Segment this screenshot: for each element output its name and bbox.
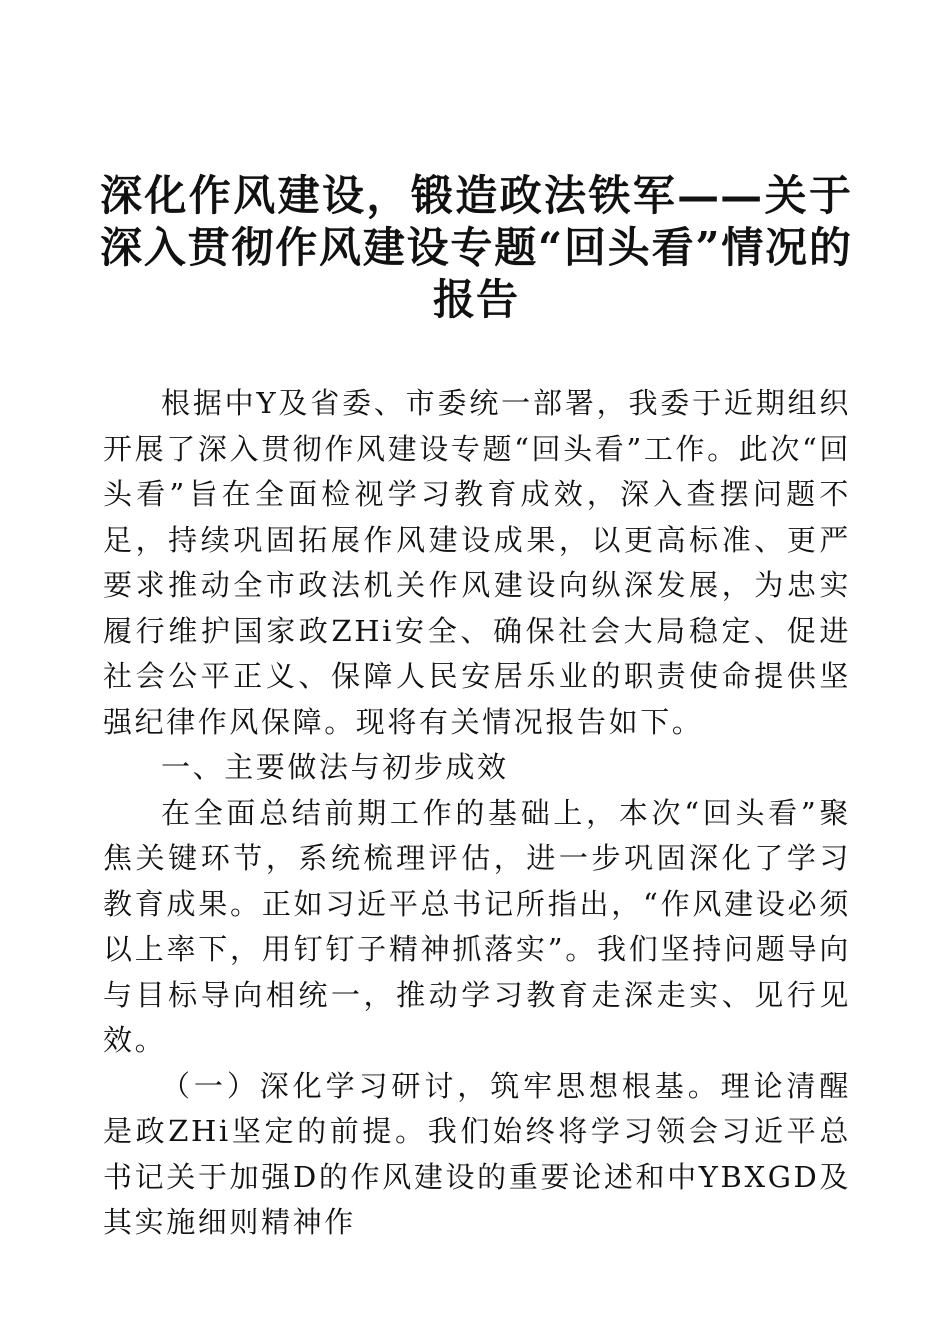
document-title: 深化作风建设，锻造政法铁军——关于深入贯彻作风建设专题“回头看”情况的报告 (100, 171, 852, 324)
subsection-paragraph: （一）深化学习研讨，筑牢思想根基。理论清醒是政ZHi坚定的前提。我们始终将学习领会习近平总书记关于加强D的作风建设的重要论述和中YBXGD及其实施细则精神作 (103, 1068, 851, 1239)
section-heading: 一、主要做法与初步成效 (161, 750, 509, 784)
document-body (103, 381, 851, 1246)
section-intro-paragraph: 在全面总结前期工作的基础上，本次“回头看”聚焦关键环节，系统梳理评估，进一步巩固深化了学习教育成果。正如习近平总书记所指出，“作风建设必须以上率下，用钉钉子精神抓落实”。我们坚持问题导向与目标导向相统一，推动学习教育走深走实、见行见效。 (103, 795, 851, 1057)
intro-paragraph: 根据中Y及省委、市委统一部署，我委于近期组织开展了深入贯彻作风建设专题“回头看”工作。此次“回头看”旨在全面检视学习教育成效，深入查摆问题不足，持续巩固拓展作风建设成果，以更高标准、更严要求推动全市政法机关作风建设向纵深发展，为忠实履行维护国家政ZHi安全、确保社会大局稳定、促进社会公平正义、保障人民安居乐业的职责使命提供坚强纪律作风保障。现将有关情况报告如下。 (103, 386, 851, 739)
